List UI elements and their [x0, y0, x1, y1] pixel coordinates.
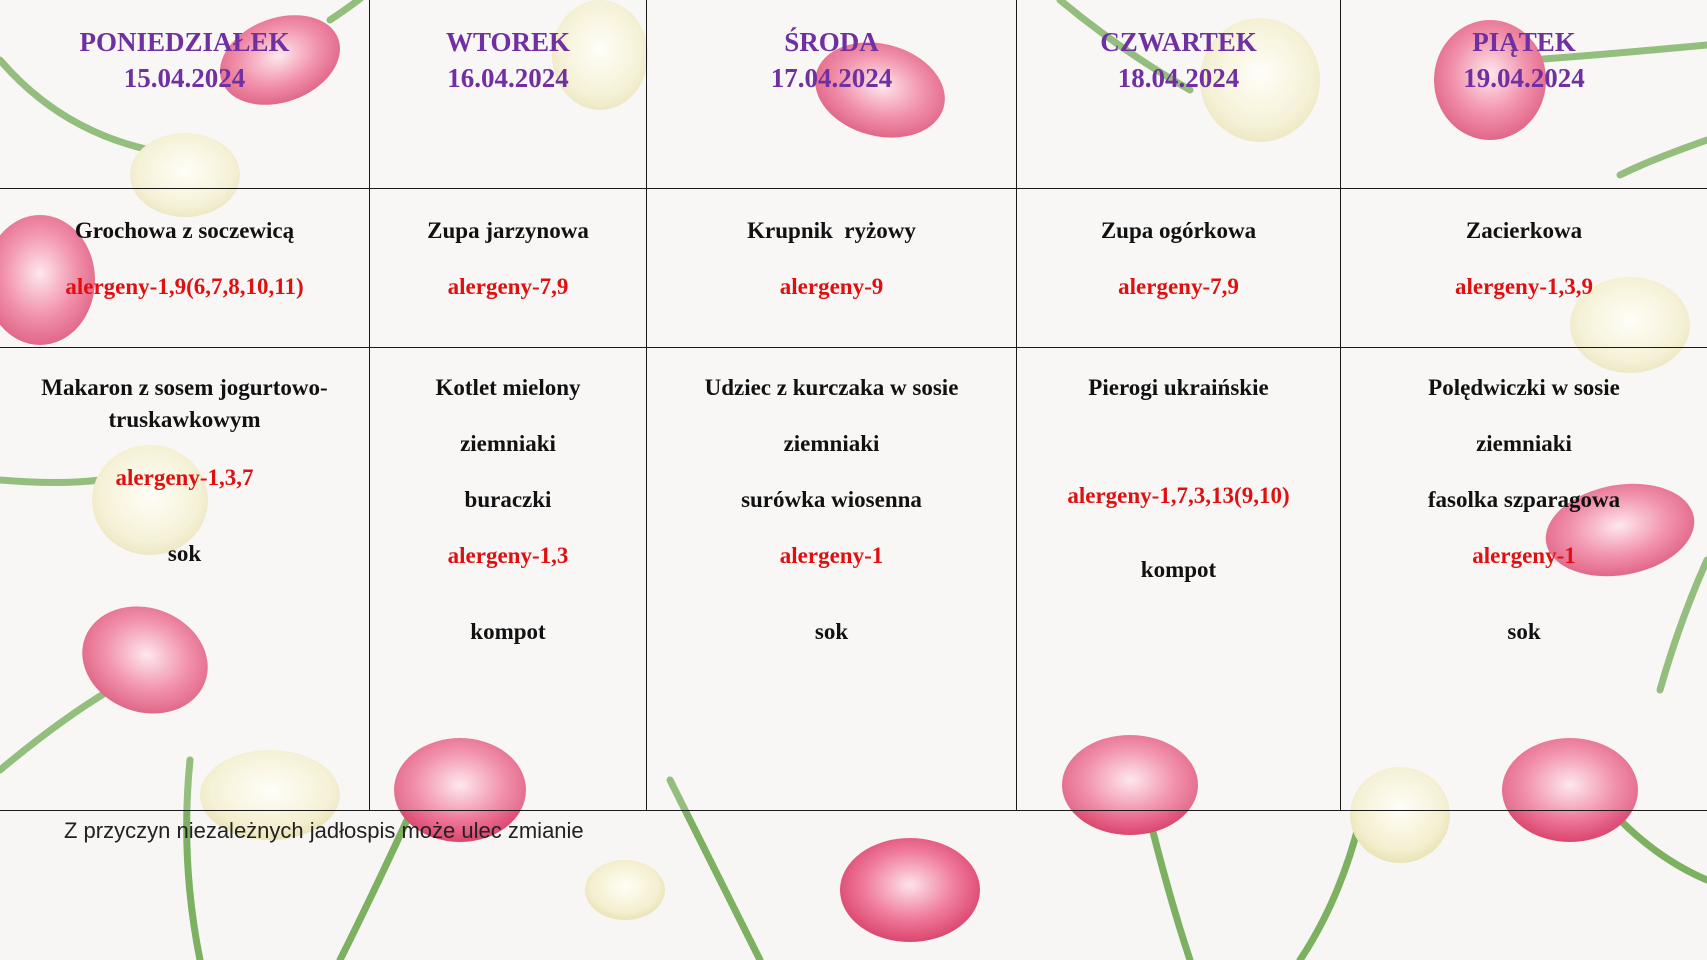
main-dish-line: Makaron z sosem jogurtowo-truskawkowym [41, 375, 328, 433]
main-dish-line: Udziec z kurczaka w sosie [704, 375, 959, 401]
soup-cell [647, 189, 1017, 348]
soup-cell [1017, 189, 1341, 348]
soup-allergens: alergeny-1,3,9 [1455, 274, 1593, 300]
drink: kompot [1140, 557, 1217, 583]
day-date: 17.04.2024 [770, 63, 893, 93]
main-dish-line: surówka wiosenna [741, 487, 922, 513]
main-course-cell [370, 348, 647, 811]
main-allergens: alergeny-1,3 [447, 543, 569, 569]
day-header [647, 0, 1017, 189]
days-header-row [0, 0, 1707, 189]
main-allergens: alergeny-1,7,3,13(9,10) [1067, 483, 1290, 509]
soup-cell [0, 189, 370, 348]
drink: sok [814, 619, 849, 645]
main-dish-line: Polędwiczki w sosie [1428, 375, 1620, 401]
main-allergens: alergeny-1,3,7 [115, 465, 254, 491]
soup-allergens: alergeny-1,9(6,7,8,10,11) [65, 274, 304, 300]
soup-name: Krupnik ryżowy [747, 218, 916, 244]
day-date: 16.04.2024 [447, 63, 569, 93]
main-course-cell [647, 348, 1017, 811]
day-name: PONIEDZIAŁEK [79, 27, 290, 57]
main-dish-line: ziemniaki [1476, 431, 1572, 457]
main-dish-line: buraczki [464, 487, 552, 513]
soup-cell [370, 189, 647, 348]
main-course-cell [0, 348, 370, 811]
day-date: 15.04.2024 [123, 63, 246, 93]
soup-name: Zupa jarzynowa [427, 218, 589, 244]
soup-name: Zacierkowa [1465, 218, 1583, 244]
soup-row [0, 189, 1707, 348]
soup-name: Zupa ogórkowa [1100, 218, 1257, 244]
soup-cell [1341, 189, 1707, 348]
main-dish-line: Kotlet mielony [435, 375, 581, 401]
day-name: CZWARTEK [1100, 27, 1257, 57]
day-header [1341, 0, 1707, 189]
main-allergens: alergeny-1 [1472, 543, 1576, 569]
main-dish-line: Pierogi ukraińskie [1088, 375, 1269, 401]
day-date: 18.04.2024 [1117, 63, 1240, 93]
drink: kompot [470, 619, 546, 645]
day-name: ŚRODA [784, 27, 879, 57]
day-name: PIĄTEK [1472, 27, 1576, 57]
soup-allergens: alergeny-7,9 [1118, 274, 1239, 300]
day-header [0, 0, 370, 189]
main-allergens: alergeny-1 [779, 543, 884, 569]
main-course-cell [1017, 348, 1341, 811]
main-dish-line: ziemniaki [460, 431, 556, 457]
day-date: 19.04.2024 [1463, 63, 1585, 93]
soup-allergens: alergeny-9 [779, 274, 884, 300]
day-header [1017, 0, 1341, 189]
main-dish-line: ziemniaki [783, 431, 880, 457]
day-header [370, 0, 647, 189]
main-course-row [0, 348, 1707, 811]
soup-allergens: alergeny-7,9 [447, 274, 569, 300]
drink: sok [1507, 619, 1541, 645]
main-course-cell [1341, 348, 1707, 811]
disclaimer-note: Z przyczyn niezależnych jadłospis może ulec zmianie [64, 818, 584, 843]
soup-name: Grochowa z soczewicą [74, 218, 295, 244]
drink: sok [167, 541, 202, 567]
main-dish-line: fasolka szparagowa [1427, 487, 1621, 513]
day-name: WTOREK [445, 27, 571, 57]
